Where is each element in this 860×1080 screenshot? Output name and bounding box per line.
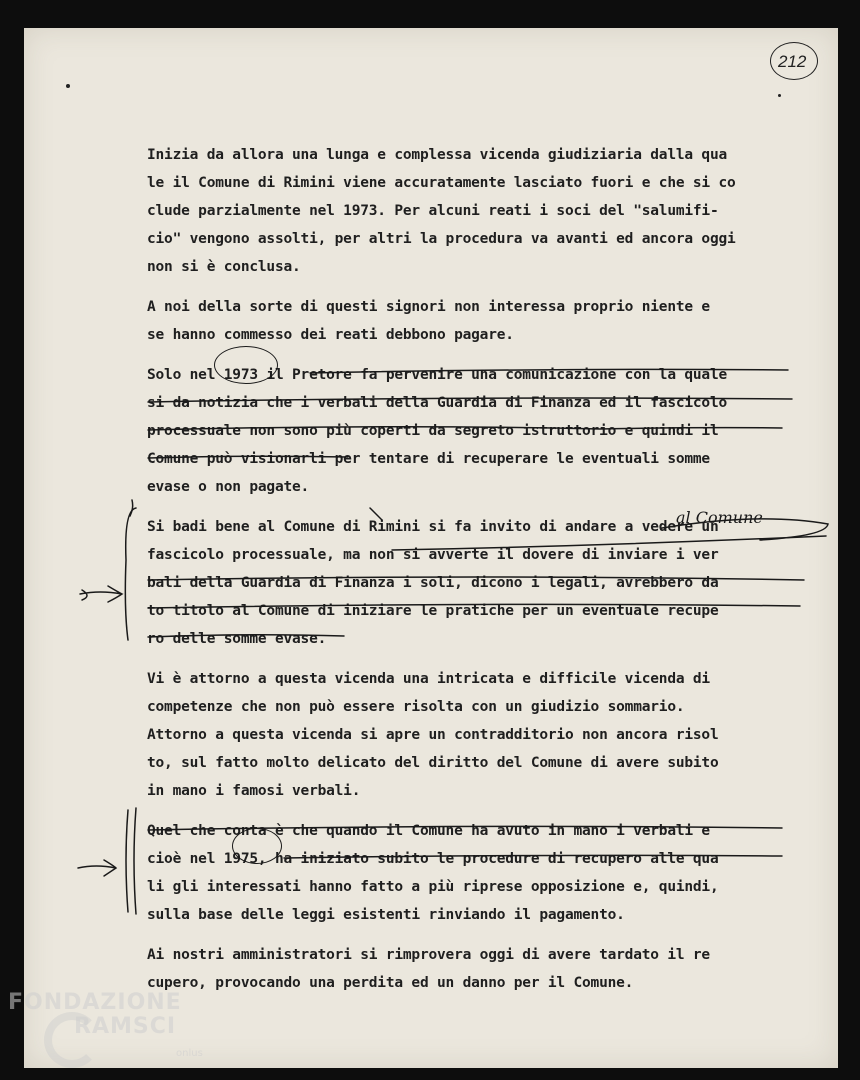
text-line: cupero, provocando una perdita ed un danno per il Comune. (147, 975, 634, 991)
text-line: bali della Guardia di Finanza i soli, dicono i legali, avrebbero da (147, 575, 719, 591)
text-line: clude parzialmente nel 1973. Per alcuni reati i soci del "salumifi- (147, 203, 719, 219)
text-line: Comune può visionarli per tentare di recuperare le eventuali somme (147, 451, 710, 467)
text-line: se hanno commesso dei reati debbono pagare. (147, 327, 514, 343)
text-line: Ai nostri amministratori si rimprovera oggi di avere tardato il re (147, 947, 710, 963)
text-line: A noi della sorte di questi signori non interessa proprio niente e (147, 299, 710, 315)
circle-mark-1975 (232, 828, 282, 864)
text-line: Si badi bene al Comune di Rimini si fa invito di andare a vedere un (147, 519, 719, 535)
text-line: competenze che non può essere risolta con un giudizio sommario. (147, 699, 685, 715)
text-line: si da notizia che i verbali della Guardia di Finanza ed il fascicolo (147, 395, 728, 411)
text-line: le il Comune di Rimini viene accuratamente lasciato fuori e che si co (147, 175, 736, 191)
text-line: Vi è attorno a questa vicenda una intricata e difficile vicenda di (147, 671, 710, 687)
text-line: Quel che conta è che quando il Comune ha avuto in mano i verbali e (147, 823, 710, 839)
text-line: to titolo al Comune di iniziare le pratiche per un eventuale recupe (147, 603, 719, 619)
typewritten-text (147, 141, 797, 1009)
text-line: Inizia da allora una lunga e complessa vicenda giudiziaria dalla qua (147, 147, 728, 163)
watermark-line1: FONDAZIONE (8, 990, 182, 1015)
paragraph-5 (147, 665, 797, 805)
text-line: processuale non sono più coperti da segreto istruttorio e quindi il (147, 423, 719, 439)
watermark-line2: RAMSCI (74, 1014, 177, 1039)
text-line: evase o non pagate. (147, 479, 310, 495)
text-line: fascicolo processuale, ma non si avverte il dovere di inviare i ver (147, 547, 719, 563)
paragraph-7 (147, 941, 797, 997)
text-line: ro delle somme evase. (147, 631, 327, 647)
text-line: to, sul fatto molto delicato del diritto del Comune di avere subito (147, 755, 719, 771)
text-line: sulla base delle leggi esistenti rinviando il pagamento. (147, 907, 625, 923)
paragraph-2 (147, 293, 797, 349)
circle-mark-1973 (214, 346, 278, 384)
text-line: cioè nel 1975, ha iniziato subito le procedure di recupero alle qua (147, 851, 719, 867)
page-number: 212 (778, 52, 807, 71)
watermark-sub: onlus (176, 1048, 203, 1059)
text-line: li gli interessati hanno fatto a più riprese opposizione e, quindi, (147, 879, 719, 895)
watermark-logo (8, 988, 218, 1078)
ink-dot (66, 84, 70, 88)
text-line: Attorno a questa vicenda si apre un contradditorio non ancora risol (147, 727, 719, 743)
paragraph-1 (147, 141, 797, 281)
text-line: cio" vengono assolti, per altri la procedura va avanti ed ancora oggi (147, 231, 736, 247)
ink-dot (778, 94, 781, 97)
handwritten-note: al Comune (676, 508, 763, 527)
text-line: Solo nel 1973 il Pretore fa pervenire una comunicazione con la quale (147, 367, 728, 383)
text-line: non si è conclusa. (147, 259, 301, 275)
text-line: in mano i famosi verbali. (147, 783, 361, 799)
paragraph-4 (147, 513, 797, 653)
